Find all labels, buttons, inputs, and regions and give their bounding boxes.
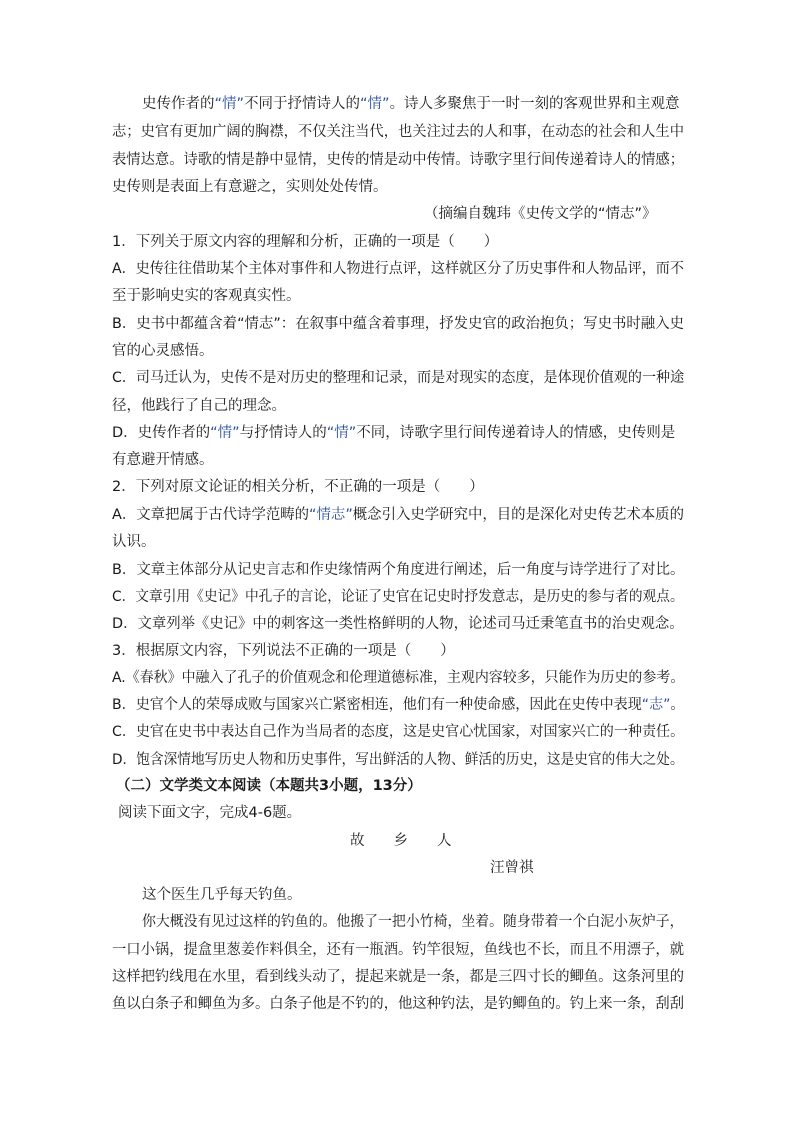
- text-run: 。诗人多聚焦于一时一刻的客观世界和主观意: [389, 96, 680, 112]
- q2-option-a-line-2: 认识。: [112, 534, 156, 550]
- story-paragraph-2-line-2: 一口小锅，提盒里葱姜作料俱全，还有一瓶酒。钓竿很短，鱼线也不长，而且不用漂子，就: [112, 942, 684, 958]
- q2-option-a-line-1: [112, 505, 684, 525]
- section-heading: （二）文学类文本阅读（本题共3小题，13分）: [116, 778, 422, 794]
- passage1-line-4: 史传则是表面上有意避之，实则处处传情。: [112, 179, 388, 195]
- q3-option-d: D．饱含深情地写历史人物和历史事件，写出鲜活的人物、鲜活的历史，这是史官的伟大之处。: [112, 752, 684, 768]
- highlight-qing: “情”: [210, 425, 240, 441]
- text-run: 不同，诗歌字里行间传递着诗人的情感，史传则是: [356, 425, 676, 441]
- highlight-qing: “情”: [214, 96, 245, 112]
- q1-option-c-line-2: 径，他践行了自己的理念。: [112, 398, 286, 414]
- q3-option-c: C．史官在史书中表达自己作为当局者的态度，这是史官心忧国家，对国家兴亡的一种责任。: [112, 724, 685, 740]
- story-paragraph-1: 这个医生几乎每天钓鱼。: [142, 887, 302, 903]
- q1-option-c-line-1: C．司马迁认为，史传不是对历史的整理和记录，而是对现实的态度，是体现价值观的一种途: [112, 370, 685, 386]
- text-run: B．史官个人的荣辱成败与国家兴亡紧密相连，他们有一种使命感，因此在史传中表现: [112, 697, 642, 713]
- q2-option-c: C．文章引用《史记》中孔子的言论，论证了史官在记史时抒发意志，是历史的参与者的观点。: [112, 589, 684, 605]
- story-paragraph-2-line-3: 这样把钓线甩在水里，看到线头动了，提起来就是一条，都是三四寸长的鲫鱼。这条河里的: [112, 969, 684, 985]
- passage1-line-3: 表情达意。诗歌的情是静中显情，史传的情是动中传情。诗歌字里行间传递着诗人的情感；: [112, 152, 684, 168]
- q1-option-d-line-1: [112, 423, 675, 443]
- q3-option-b: [112, 695, 684, 715]
- q1-option-a-line-2: 至于影响史实的客观真实性。: [112, 288, 301, 304]
- text-run: 史传作者的: [142, 96, 215, 112]
- highlight-qing: “情”: [360, 96, 390, 112]
- highlight-qing: “情”: [326, 425, 357, 441]
- story-author: 汪曾祺: [490, 860, 534, 876]
- highlight-qingzhi: “情志”: [309, 507, 353, 523]
- story-paragraph-2-line-4: 鱼以白条子和鲫鱼为多。白条子他是不钓的，他这种钓法，是钓鲫鱼的。钓上来一条，刮刮: [112, 996, 684, 1012]
- q2-stem: 2．下列对原文论证的相关分析，不正确的一项是（ ）: [112, 479, 484, 495]
- q1-option-b-line-1: B．史书中都蕴含着“情志”：在叙事中蕴含着事理，抒发史官的政治抱负；写史书时融入史: [112, 316, 684, 332]
- text-run: 与抒情诗人的: [239, 425, 327, 441]
- story-paragraph-2-line-1: 你大概没有见过这样的钓鱼的。他搬了一把小竹椅，坐着。随身带着一个白泥小灰炉子，: [142, 914, 684, 930]
- text-run: 不同于抒情诗人的: [244, 96, 361, 112]
- q1-stem: 1．下列关于原文内容的理解和分析，正确的一项是（ ）: [112, 234, 499, 250]
- passage1-source: （摘编自魏玮《史传文学的“情志”》: [424, 206, 657, 222]
- q3-option-a: A.《春秋》中融入了孔子的价值观念和伦理道德标准，主观内容较多，只能作为历史的参考。: [112, 670, 685, 686]
- text-run: 。: [670, 697, 685, 713]
- text-run: A．文章把属于古代诗学范畴的: [112, 507, 310, 523]
- q2-option-b: B．文章主体部分从记史言志和作史缘情两个角度进行阐述，后一角度与诗学进行了对比。: [112, 562, 685, 578]
- text-run: D．史传作者的: [112, 425, 211, 441]
- q1-option-d-line-2: 有意避开情感。: [112, 452, 214, 468]
- story-title: 故 乡 人: [350, 833, 452, 849]
- highlight-zhi: “志”: [641, 697, 671, 713]
- passage1-line-2: 志；史官有更加广阔的胸襟，不仅关注当代，也关注过去的人和事，在动态的社会和人生中: [112, 124, 684, 140]
- passage1-line-1: [142, 94, 680, 114]
- text-run: 概念引入史学研究中，目的是深化对史传艺术本质的: [352, 507, 684, 523]
- q3-stem: 3．根据原文内容，下列说法不正确的一项是（ ）: [112, 643, 455, 659]
- section-instruction: 阅读下面文字，完成4-6题。: [118, 805, 302, 821]
- q1-option-a-line-1: A．史传往往借助某个主体对事件和人物进行点评，这样就区分了历史事件和人物品评，而不: [112, 261, 684, 277]
- q2-option-d: D．文章列举《史记》中的刺客这一类性格鲜明的人物，论述司马迁秉笔直书的治史观念。: [112, 616, 684, 632]
- q1-option-b-line-2: 官的心灵感悟。: [112, 343, 214, 359]
